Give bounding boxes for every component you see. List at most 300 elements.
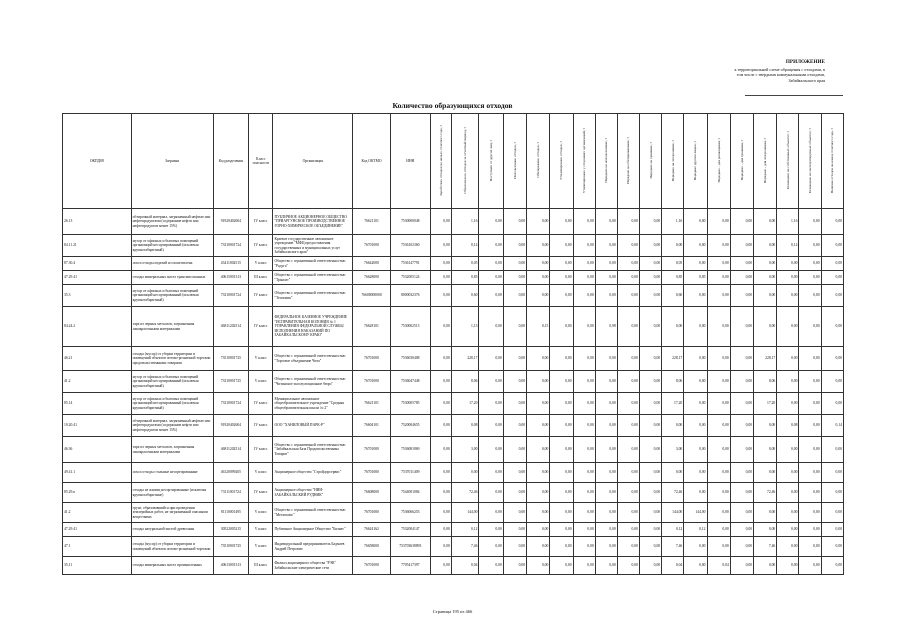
okpd-cell: 84.11.21 [63,235,132,257]
value-cell: 0,60 [451,285,479,307]
value-cell: 0,00 [527,415,550,437]
column-header-label: Передано - для хранения, т [739,140,744,181]
value-cell: 0,00 [777,537,799,557]
value-cell: 0,00 [799,415,821,437]
value-cell: 0,00 [707,347,730,371]
organization-cell: ООО "ХАНИЛОВЫЙ ПАРК-Р" [273,415,353,437]
okpd-cell: 35.3 [63,285,132,307]
value-cell: 0,00 [573,271,595,285]
column-header [799,114,821,209]
value-cell: 0,00 [430,209,451,235]
value-cell: 0,00 [479,257,503,271]
value-cell: 0,00 [639,503,661,523]
okpd-cell: 85.29.n [63,483,132,503]
table-row [63,463,844,483]
column-header [730,114,753,209]
value-cell: 1,16 [451,209,479,235]
value-cell: 228,17 [662,347,684,371]
column-header-label: Класс опасности [252,156,269,165]
value-cell: 0,00 [430,307,451,347]
value-cell: 0,00 [730,209,753,235]
value-cell: 0,00 [777,393,799,415]
value-cell: 0,00 [799,235,821,257]
value-cell: 0,00 [730,503,753,523]
value-cell: 0,00 [821,483,843,503]
hazard-class-cell: III класс [249,271,273,285]
value-cell: 8,06 [451,371,479,393]
okpd-cell: 26.13 [63,209,132,235]
appendix-underline [745,95,843,96]
value-cell: 0,00 [573,347,595,371]
hazard-class-cell: V класс [249,257,273,271]
column-header-label: Образовалось отходов за отчетный период, т [463,126,468,194]
value-cell: 0,00 [617,523,639,537]
hazard-class-cell: V класс [249,371,273,393]
organization-cell: Филиал акционерного общества "РЭК" Забайкальские электрические сети [273,557,353,575]
value-cell: 0,00 [777,285,799,307]
oktmo-cell: 76624162 [353,523,391,537]
value-cell: 0,00 [479,463,503,483]
column-header [479,114,503,209]
organization-cell: Общество с ограниченной ответственностью "Радуга" [273,257,353,271]
value-cell: 0,00 [639,557,661,575]
column-header-label: Наличие отходов на конец отчетного года, т [830,127,835,193]
value-cell: 0,00 [430,503,451,523]
waste-code-cell: 91920402604 [213,415,248,437]
value-cell: 0,00 [550,463,573,483]
okpd-cell: 85.14 [63,393,132,415]
oktmo-cell: 76701000 [353,235,391,257]
oktmo-cell: 76621101 [353,393,391,415]
column-header-label: Передано на обезвреживание, т [626,136,631,184]
hazard-class-cell: IV класс [249,235,273,257]
oktmo-cell: 76701000 [353,463,391,483]
column-header [451,114,479,209]
value-cell: 0,00 [617,415,639,437]
value-cell: 0,00 [479,285,503,307]
value-cell: 0,00 [639,463,661,483]
value-cell: 0,00 [479,307,503,347]
hazard-class-cell: V класс [249,503,273,523]
column-header-label: Код ОКТМО [361,158,382,163]
oktmo-cell: 76701000 [353,371,391,393]
inn-cell: 7536147791 [390,257,430,271]
value-cell: 3,00 [662,437,684,463]
value-cell: 0,00 [527,537,550,557]
value-cell: 0,00 [684,437,707,463]
table-row [63,503,844,523]
organization-cell: ПУБЛИЧНОЕ АКЦИОНЕРНОЕ ОБЩЕСТВО "ПРИАРГУНСКОЕ ПРОИЗВОДСТВЕННОЕ ГОРНО-ХИМИЧЕСКОЕ ОБЪЕДИНЕНИЕ" [273,209,353,235]
value-cell: 0,00 [799,437,821,463]
organization-cell: Публичное Акционерное Общество "Бизнес" [273,523,353,537]
okpd-cell: 41.2 [63,371,132,393]
hazard-class-cell: V класс [249,347,273,371]
column-header [754,114,777,209]
value-cell: 0,00 [617,437,639,463]
okpd-cell: 46.36 [63,437,132,463]
waste-name-cell: отходы натуральной чистой древесины [131,523,213,537]
value-cell: 0,00 [754,257,777,271]
organization-cell: Общество с ограниченной ответственностью "Мегаполис" [273,503,353,523]
waste-name-cell: отходы из жилищ несортированные (исключая крупногабаритные) [131,483,213,503]
value-cell: 0,00 [573,371,595,393]
value-cell: 0,00 [617,371,639,393]
value-cell: 0,00 [799,347,821,371]
value-cell: 144,00 [451,503,479,523]
column-header-label: Утилизировано у сторонних организаций, т [582,127,587,193]
value-cell: 0,00 [503,537,526,557]
inn-cell: 7544001084 [390,483,430,503]
value-cell: 0,00 [479,209,503,235]
value-cell: 0,00 [479,371,503,393]
value-cell: 0,00 [662,235,684,257]
column-header [390,114,430,209]
table-row [63,415,844,437]
column-header [527,114,550,209]
value-cell: 0,00 [730,483,753,503]
value-cell: 0,00 [639,483,661,503]
value-cell: 0,00 [799,209,821,235]
value-cell: 0,00 [573,285,595,307]
inn-cell: 7530002513 [390,307,430,347]
value-cell: 0,00 [503,437,526,463]
value-cell: 72,46 [754,483,777,503]
value-cell: 0,00 [527,235,550,257]
column-header [617,114,639,209]
value-cell: 0,00 [503,503,526,523]
value-cell: 0,00 [479,271,503,285]
value-cell: 0,00 [821,537,843,557]
column-header [573,114,595,209]
waste-name-cell: лом и отходы стальные несортированные [131,463,213,483]
value-cell: 0,00 [617,483,639,503]
value-cell: 0,00 [799,523,821,537]
value-cell: 0,00 [799,285,821,307]
table-row [63,437,844,463]
value-cell: 0,00 [639,257,661,271]
value-cell: 0,00 [799,257,821,271]
value-cell: 0,00 [617,271,639,285]
value-cell: 0,00 [707,235,730,257]
value-cell: 0,00 [550,271,573,285]
value-cell: 0,00 [730,415,753,437]
waste-code-cell: 46811202514 [213,437,248,463]
value-cell: 0,00 [707,523,730,537]
value-cell: 0,00 [799,463,821,483]
value-cell: 0,14 [451,235,479,257]
table-row [63,537,844,557]
value-cell: 0,00 [617,347,639,371]
value-cell: 0,00 [617,307,639,347]
value-cell: 0,00 [430,523,451,537]
inn-cell: 7520004655 [390,415,430,437]
value-cell: 0,00 [527,271,550,285]
value-cell: 17,20 [754,393,777,415]
value-cell: 0,00 [430,463,451,483]
waste-code-cell: 43411002515 [213,257,248,271]
column-header-label: Передано на хранение, т [648,141,653,179]
value-cell: 0,00 [617,557,639,575]
value-cell: 1,13 [451,307,479,347]
value-cell: 0,00 [730,271,753,285]
value-cell: 0,00 [821,271,843,285]
value-cell: 0,00 [550,503,573,523]
oktmo-cell: 76658000 [353,537,391,557]
value-cell: 0,00 [503,235,526,257]
value-cell: 72,46 [451,483,479,503]
value-cell: 0,00 [777,503,799,523]
value-cell: 0,00 [821,209,843,235]
waste-name-cell: отходы (мусор) от уборки территории и помещений объектов оптово-розничной торговли [131,537,213,557]
organization-cell: ФЕДЕРАЛЬНОЕ КАЗЕННОЕ УЧРЕЖДЕНИЕ "ИСПРАВИТЕЛЬНАЯ КОЛОНИЯ № 1 УПРАВЛЕНИЯ ФЕДЕРАЛЬНОЙ СЛУЖБЫ ИСПОЛНЕНИЯ НАКАЗАНИЙ ПО ЗАБАЙКАЛЬСКОМУ КРАЮ" [273,307,353,347]
value-cell: 7,46 [662,537,684,557]
value-cell: 0,00 [595,235,617,257]
value-cell: 0,00 [639,235,661,257]
oktmo-cell: 76701000 [353,347,391,371]
organization-cell: Общество с ограниченной ответственностью "Торговое объединение Чита" [273,347,353,371]
table-row [63,285,844,307]
value-cell: 0,00 [503,463,526,483]
value-cell: 0,00 [777,483,799,503]
value-cell: 0,00 [821,503,843,523]
value-cell: 0,00 [707,537,730,557]
hazard-class-cell: IV класс [249,437,273,463]
value-cell: 0,00 [550,537,573,557]
waste-code-cell: 73310001724 [213,393,248,415]
waste-name-cell: обтирочный материал, загрязненный нефтью или нефтепродуктами (содержание нефти или нефтепродуктов менее 15%) [131,415,213,437]
column-header [353,114,391,209]
column-header-label: Передано - для захоронения, т [763,137,768,183]
value-cell: 0,85 [451,271,479,285]
value-cell: 0,00 [573,307,595,347]
value-cell: 0,00 [639,271,661,285]
organization-cell: Акционерное общество "Стройдорсервис" [273,463,353,483]
value-cell: 0,00 [730,557,753,575]
value-cell: 0,00 [707,415,730,437]
inn-cell: 7532004147 [390,523,430,537]
table-row [63,307,844,347]
value-cell: 0,00 [777,523,799,537]
value-cell: 0,00 [430,557,451,575]
okpd-cell: 46.21 [63,347,132,371]
value-cell: 0,00 [684,285,707,307]
inn-cell: 8000032376 [390,285,430,307]
waste-code-cell: 73310001725 [213,371,248,393]
hazard-class-cell: V класс [249,463,273,483]
hazard-class-cell: IV класс [249,285,273,307]
value-cell: 0,00 [503,347,526,371]
value-cell: 17,20 [451,393,479,415]
column-header [662,114,684,209]
oktmo-cell: 76628101 [353,307,391,347]
value-cell: 0,00 [527,503,550,523]
waste-code-cell: 46120099205 [213,463,248,483]
appendix-heading: ПРИЛОЖЕНИЕ [785,59,825,65]
value-cell: 0,14 [777,235,799,257]
appendix-line: том числе с твердыми коммунальными отходами, [736,72,825,78]
value-cell: 0,00 [430,285,451,307]
waste-name-cell: тара из черных металлов, загрязненная лакокрасочными материалами [131,307,213,347]
organization-cell: Индивидуальный предприниматель Бадмаев Андрей Петрович [273,537,353,557]
value-cell: 0,05 [662,257,684,271]
okpd-cell: 35.11 [63,557,132,575]
column-header [131,114,213,209]
value-cell: 0,00 [503,557,526,575]
value-cell: 0,00 [684,463,707,483]
table-header [63,114,844,209]
value-cell: 0,00 [754,271,777,285]
value-cell: 0,00 [503,483,526,503]
value-cell: 0,00 [639,437,661,463]
value-cell: 0,00 [527,437,550,463]
table-row [63,347,844,371]
value-cell: 17,20 [662,393,684,415]
value-cell: 0,00 [550,557,573,575]
value-cell: 0,00 [821,557,843,575]
value-cell: 0,00 [430,347,451,371]
waste-code-cell: 81110001495 [213,503,248,523]
column-header-label: Передано другим лицам, т [693,140,698,180]
column-header-label: Размещено на эксплуатируемых объектах, т [807,127,812,193]
value-cell: 0,00 [754,463,777,483]
value-cell: 8,06 [662,371,684,393]
value-cell: 0,00 [595,271,617,285]
value-cell: 0,00 [617,285,639,307]
waste-name-cell: тара из черных металлов, загрязненная лакокрасочными материалами [131,437,213,463]
inn-cell: 7530005785 [390,393,430,415]
value-cell: 0,00 [821,393,843,415]
table-row [63,235,844,257]
column-header-label: Использовано отходов, т [512,141,517,179]
waste-name-cell: обтирочный материал, загрязненный нефтью или нефтепродуктами (содержание нефти или нефтепродуктов менее 15%) [131,209,213,235]
waste-name-cell: мусор от офисных и бытовых помещений организаций несортированный (исключая крупногабаритный) [131,371,213,393]
inn-cell: 7530000048 [390,209,430,235]
value-cell: 0,00 [527,463,550,483]
okpd-cell: 49.41.1 [63,463,132,483]
value-cell: 0,00 [684,393,707,415]
value-cell: 0,00 [639,537,661,557]
value-cell: 0,00 [479,483,503,503]
value-cell: 0,00 [684,415,707,437]
waste-name-cell: мусор от офисных и бытовых помещений организаций несортированный (исключая крупногабаритный) [131,235,213,257]
column-header [821,114,843,209]
okpd-cell: 41.2 [63,503,132,523]
value-cell: 0,00 [430,371,451,393]
value-cell: 0,00 [730,437,753,463]
value-cell: 0,00 [707,371,730,393]
value-cell: 144,00 [662,503,684,523]
value-cell: 0,00 [707,463,730,483]
appendix-line: Забайкальского края [788,77,825,83]
value-cell: 0,00 [479,503,503,523]
value-cell: 0,00 [684,557,707,575]
value-cell: 0,00 [595,557,617,575]
value-cell: 0,00 [573,437,595,463]
value-cell: 0,04 [451,557,479,575]
inn-cell: 7536102360 [390,235,430,257]
value-cell: 0,00 [550,347,573,371]
value-cell: 0,00 [595,463,617,483]
column-header-label: Заработано отходов на начало отчетного года, т [438,124,443,196]
value-cell: 0,00 [707,257,730,271]
value-cell: 0,00 [527,257,550,271]
column-header-label: Загрязни [165,158,180,163]
table-row [63,557,844,575]
column-header [595,114,617,209]
value-cell: 0,00 [550,483,573,503]
value-cell: 0,00 [730,463,753,483]
value-cell: 0,00 [639,371,661,393]
column-header [684,114,707,209]
oktmo-cell: 76608000 [353,483,391,503]
table-row [63,271,844,285]
value-cell: 0,00 [550,235,573,257]
appendix-line: к территориальной схеме обращения с отходами, в [734,66,825,72]
value-cell: 0,00 [617,209,639,235]
value-cell: 0,00 [730,371,753,393]
column-header [707,114,730,209]
value-cell: 0,00 [527,393,550,415]
waste-code-cell: 73310001724 [213,285,248,307]
oktmo-cell: 76701000 [353,437,391,463]
value-cell: 0,00 [684,371,707,393]
value-cell: 0,60 [662,285,684,307]
hazard-class-cell: IV класс [249,393,273,415]
value-cell: 0,00 [617,257,639,271]
column-header-label: Код разделения [218,158,244,163]
waste-code-cell: 46811202514 [213,307,248,347]
value-cell: 0,00 [550,257,573,271]
oktmo-cell: 76604101 [353,415,391,437]
value-cell: 0,00 [754,285,777,307]
value-cell: 0,14 [821,415,843,437]
value-cell: 0,00 [799,371,821,393]
value-cell: 0,00 [684,209,707,235]
column-header [249,114,273,209]
value-cell: 0,00 [730,523,753,537]
value-cell: 228,17 [451,347,479,371]
value-cell: 0,00 [550,523,573,537]
column-header [213,114,248,209]
value-cell: 0,00 [595,537,617,557]
value-cell: 0,00 [777,557,799,575]
oktmo-cell: 76642000 [353,257,391,271]
waste-name-cell: мусор от офисных и бытовых помещений организаций несортированный (исключая крупногабаритный) [131,393,213,415]
waste-name-cell: грунт, образовавшийся при проведении землеройных работ, не загрязненный опасными веществами [131,503,213,523]
value-cell: 0,00 [754,523,777,537]
value-cell: 0,00 [777,463,799,483]
value-cell: 0,12 [684,523,707,537]
column-header [63,114,132,209]
waste-code-cell: 73510001725 [213,537,248,557]
value-cell: 0,00 [639,209,661,235]
value-cell: 0,00 [777,347,799,371]
waste-code-cell: 40615001313 [213,271,248,285]
value-cell: 0,00 [754,503,777,523]
value-cell: 0,00 [503,415,526,437]
value-cell: 0,00 [754,557,777,575]
value-cell: 0,00 [503,271,526,285]
inn-cell: 7536081869 [390,437,430,463]
waste-name-cell: отходы (мусор) от уборки территории и помещений объектов оптово-розничной торговли продовольственными товарами [131,347,213,371]
value-cell: 0,00 [503,523,526,537]
hazard-class-cell: IV класс [249,209,273,235]
value-cell: 0,00 [684,483,707,503]
table-row [63,209,844,235]
hazard-class-cell: V класс [249,523,273,537]
column-header [639,114,661,209]
column-header-label: Утилизировано отходов, т [559,140,564,180]
